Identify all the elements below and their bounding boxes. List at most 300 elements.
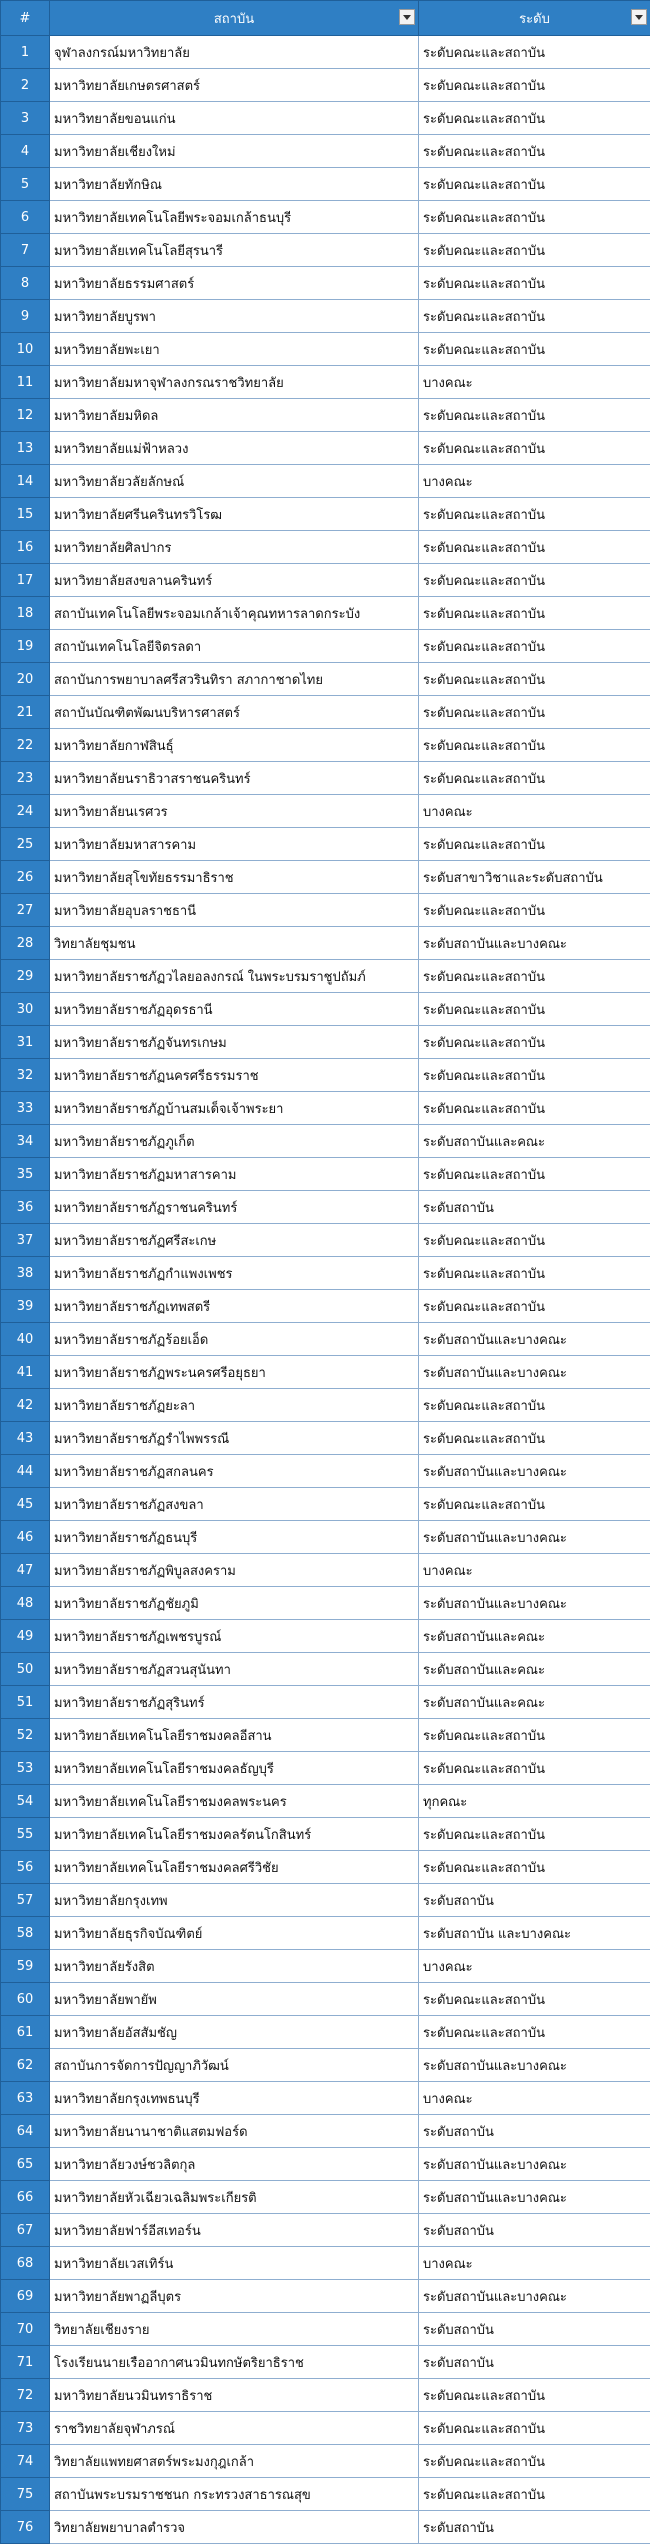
institution-cell[interactable]: มหาวิทยาลัยเทคโนโลยีพระจอมเกล้าธนบุรี — [50, 201, 419, 234]
table-row — [1, 1917, 650, 1950]
institution-cell[interactable]: จุฬาลงกรณ์มหาวิทยาลัย — [50, 36, 419, 69]
table-row — [1, 1818, 650, 1851]
institution-cell[interactable]: มหาวิทยาลัยขอนแก่น — [50, 102, 419, 135]
table-row — [1, 1125, 650, 1158]
level-cell[interactable]: ระดับคณะและสถาบัน — [419, 597, 650, 630]
level-cell[interactable]: ระดับคณะและสถาบัน — [419, 1059, 650, 1092]
table-row — [1, 2016, 650, 2049]
row-number: 12 — [1, 399, 50, 432]
institution-cell[interactable]: มหาวิทยาลัยพะเยา — [50, 333, 419, 366]
level-cell[interactable]: ระดับสาขาวิชาและระดับสถาบัน — [419, 861, 650, 894]
level-cell[interactable]: ระดับสถาบันและบางคณะ — [419, 1356, 650, 1389]
table-row — [1, 2082, 650, 2115]
table-row — [1, 564, 650, 597]
level-cell[interactable]: ระดับสถาบัน — [419, 2214, 650, 2247]
row-number: 7 — [1, 234, 50, 267]
header-institution-label: สถาบัน — [214, 12, 254, 27]
level-cell[interactable]: ระดับคณะและสถาบัน — [419, 2478, 650, 2511]
level-cell[interactable]: ระดับคณะและสถาบัน — [419, 1092, 650, 1125]
institution-cell[interactable]: มหาวิทยาลัยวงษ์ชวลิตกุล — [50, 2148, 419, 2181]
table-row — [1, 1884, 650, 1917]
level-cell[interactable]: ระดับคณะและสถาบัน — [419, 663, 650, 696]
row-number: 44 — [1, 1455, 50, 1488]
level-cell[interactable]: ระดับคณะและสถาบัน — [419, 1851, 650, 1884]
table-row — [1, 1521, 650, 1554]
institution-cell[interactable]: สถาบันการจัดการปัญญาภิวัฒน์ — [50, 2049, 419, 2082]
table-row — [1, 2049, 650, 2082]
institution-cell[interactable]: มหาวิทยาลัยราชภัฏอุดรธานี — [50, 993, 419, 1026]
row-number: 62 — [1, 2049, 50, 2082]
table-row — [1, 234, 650, 267]
level-cell[interactable]: ระดับคณะและสถาบัน — [419, 432, 650, 465]
level-cell[interactable]: ระดับคณะและสถาบัน — [419, 2379, 650, 2412]
institution-cell[interactable]: สถาบันบัณฑิตพัฒนบริหารศาสตร์ — [50, 696, 419, 729]
row-number: 18 — [1, 597, 50, 630]
level-cell[interactable]: บางคณะ — [419, 465, 650, 498]
row-number: 76 — [1, 2511, 50, 2544]
table-row — [1, 1620, 650, 1653]
table-row — [1, 696, 650, 729]
row-number: 31 — [1, 1026, 50, 1059]
level-cell[interactable]: ระดับคณะและสถาบัน — [419, 564, 650, 597]
table-row — [1, 1950, 650, 1983]
row-number: 38 — [1, 1257, 50, 1290]
level-cell[interactable]: ระดับคณะและสถาบัน — [419, 1257, 650, 1290]
level-cell[interactable]: ระดับคณะและสถาบัน — [419, 201, 650, 234]
header-level-label: ระดับ — [519, 12, 550, 27]
institution-cell[interactable]: มหาวิทยาลัยนราธิวาสราชนครินทร์ — [50, 762, 419, 795]
level-cell[interactable]: ระดับสถาบัน — [419, 2115, 650, 2148]
level-cell[interactable]: ระดับสถาบันและบางคณะ — [419, 2148, 650, 2181]
institution-cell[interactable]: มหาวิทยาลัยฟาร์อีสเทอร์น — [50, 2214, 419, 2247]
institution-cell[interactable]: มหาวิทยาลัยราชภัฏพิบูลสงคราม — [50, 1554, 419, 1587]
level-cell[interactable]: ระดับคณะและสถาบัน — [419, 696, 650, 729]
row-number: 1 — [1, 36, 50, 69]
institution-cell[interactable]: มหาวิทยาลัยราชภัฏบ้านสมเด็จเจ้าพระยา — [50, 1092, 419, 1125]
level-cell[interactable]: บางคณะ — [419, 795, 650, 828]
table-row — [1, 1488, 650, 1521]
institution-cell[interactable]: มหาวิทยาลัยทักษิณ — [50, 168, 419, 201]
table-row — [1, 36, 650, 69]
institution-cell[interactable]: ราชวิทยาลัยจุฬาภรณ์ — [50, 2412, 419, 2445]
row-number: 15 — [1, 498, 50, 531]
row-number: 35 — [1, 1158, 50, 1191]
row-number: 16 — [1, 531, 50, 564]
level-cell[interactable]: ระดับสถาบันและบางคณะ — [419, 2181, 650, 2214]
institution-cell[interactable]: มหาวิทยาลัยอัสสัมชัญ — [50, 2016, 419, 2049]
table-row — [1, 1587, 650, 1620]
table-row — [1, 828, 650, 861]
table-row — [1, 894, 650, 927]
table-row — [1, 2412, 650, 2445]
row-number: 4 — [1, 135, 50, 168]
level-cell[interactable]: ระดับคณะและสถาบัน — [419, 2445, 650, 2478]
table-row — [1, 531, 650, 564]
row-number: 46 — [1, 1521, 50, 1554]
row-number: 28 — [1, 927, 50, 960]
institution-cell[interactable]: มหาวิทยาลัยอุบลราชธานี — [50, 894, 419, 927]
row-number: 75 — [1, 2478, 50, 2511]
table-row — [1, 2511, 650, 2544]
row-number: 20 — [1, 663, 50, 696]
institution-cell[interactable]: มหาวิทยาลัยกาฬสินธุ์ — [50, 729, 419, 762]
level-cell[interactable]: ระดับสถาบันและบางคณะ — [419, 1323, 650, 1356]
level-cell[interactable]: ระดับคณะและสถาบัน — [419, 1290, 650, 1323]
level-cell[interactable]: ระดับคณะและสถาบัน — [419, 1224, 650, 1257]
institution-cell[interactable]: มหาวิทยาลัยมหิดล — [50, 399, 419, 432]
level-cell[interactable]: ระดับคณะและสถาบัน — [419, 1026, 650, 1059]
level-cell[interactable]: บางคณะ — [419, 2082, 650, 2115]
institution-cell[interactable]: มหาวิทยาลัยราชภัฏธนบุรี — [50, 1521, 419, 1554]
institution-cell[interactable]: วิทยาลัยพยาบาลตำรวจ — [50, 2511, 419, 2544]
institution-cell[interactable]: มหาวิทยาลัยมหาสารคาม — [50, 828, 419, 861]
row-number: 56 — [1, 1851, 50, 1884]
level-cell[interactable]: ระดับคณะและสถาบัน — [419, 234, 650, 267]
level-cell[interactable]: ระดับคณะและสถาบัน — [419, 1158, 650, 1191]
row-number: 40 — [1, 1323, 50, 1356]
row-number: 71 — [1, 2346, 50, 2379]
table-row — [1, 168, 650, 201]
table-row — [1, 1422, 650, 1455]
institution-cell[interactable]: มหาวิทยาลัยราชภัฏสกลนคร — [50, 1455, 419, 1488]
level-cell[interactable]: ระดับคณะและสถาบัน — [419, 828, 650, 861]
row-number: 68 — [1, 2247, 50, 2280]
table-row — [1, 1983, 650, 2016]
institution-cell[interactable]: สถาบันพระบรมราชชนก กระทรวงสาธารณสุข — [50, 2478, 419, 2511]
table-row — [1, 333, 650, 366]
level-cell[interactable]: ระดับคณะและสถาบัน — [419, 630, 650, 663]
level-cell[interactable]: ระดับสถาบันและบางคณะ — [419, 2280, 650, 2313]
level-cell[interactable]: ระดับคณะและสถาบัน — [419, 36, 650, 69]
table-row — [1, 1092, 650, 1125]
level-cell[interactable]: ระดับคณะและสถาบัน — [419, 399, 650, 432]
row-number: 21 — [1, 696, 50, 729]
institution-cell[interactable]: มหาวิทยาลัยราชภัฏสวนสุนันทา — [50, 1653, 419, 1686]
row-number: 49 — [1, 1620, 50, 1653]
level-cell[interactable]: ระดับคณะและสถาบัน — [419, 2016, 650, 2049]
table-row — [1, 1719, 650, 1752]
level-cell[interactable]: ระดับคณะและสถาบัน — [419, 69, 650, 102]
table-row — [1, 2478, 650, 2511]
level-cell[interactable]: ทุกคณะ — [419, 1785, 650, 1818]
institution-cell[interactable]: มหาวิทยาลัยเทคโนโลยีราชมงคลพระนคร — [50, 1785, 419, 1818]
row-number: 45 — [1, 1488, 50, 1521]
table-row — [1, 1290, 650, 1323]
institution-cell[interactable]: มหาวิทยาลัยเวสเทิร์น — [50, 2247, 419, 2280]
level-cell[interactable]: ระดับสถาบัน — [419, 2313, 650, 2346]
table-row — [1, 2346, 650, 2379]
table-row — [1, 465, 650, 498]
table-row — [1, 201, 650, 234]
row-number: 47 — [1, 1554, 50, 1587]
institution-cell[interactable]: มหาวิทยาลัยเทคโนโลยีราชมงคลธัญบุรี — [50, 1752, 419, 1785]
institution-cell[interactable]: มหาวิทยาลัยราชภัฏมหาสารคาม — [50, 1158, 419, 1191]
institution-cell[interactable]: มหาวิทยาลัยธรรมศาสตร์ — [50, 267, 419, 300]
level-cell[interactable]: บางคณะ — [419, 1950, 650, 1983]
level-cell[interactable]: ระดับคณะและสถาบัน — [419, 894, 650, 927]
row-number: 69 — [1, 2280, 50, 2313]
institution-cell[interactable]: วิทยาลัยเชียงราย — [50, 2313, 419, 2346]
institution-cell[interactable]: มหาวิทยาลัยบูรพา — [50, 300, 419, 333]
level-filter-dropdown-icon[interactable] — [631, 9, 647, 25]
level-cell[interactable]: ระดับคณะและสถาบัน — [419, 960, 650, 993]
row-number: 50 — [1, 1653, 50, 1686]
level-cell[interactable]: ระดับสถาบัน และบางคณะ — [419, 1917, 650, 1950]
row-number: 65 — [1, 2148, 50, 2181]
row-number: 5 — [1, 168, 50, 201]
row-number: 13 — [1, 432, 50, 465]
table-row — [1, 762, 650, 795]
institution-cell[interactable]: มหาวิทยาลัยเชียงใหม่ — [50, 135, 419, 168]
row-number: 42 — [1, 1389, 50, 1422]
table-row — [1, 1323, 650, 1356]
row-number: 51 — [1, 1686, 50, 1719]
institution-cell[interactable]: มหาวิทยาลัยศิลปากร — [50, 531, 419, 564]
header-level[interactable] — [419, 1, 650, 36]
institution-cell[interactable]: มหาวิทยาลัยราชภัฏจันทรเกษม — [50, 1026, 419, 1059]
row-number: 34 — [1, 1125, 50, 1158]
row-number: 41 — [1, 1356, 50, 1389]
level-cell[interactable]: ระดับสถาบันและคณะ — [419, 1653, 650, 1686]
row-number: 2 — [1, 69, 50, 102]
row-number: 70 — [1, 2313, 50, 2346]
level-cell[interactable]: บางคณะ — [419, 1554, 650, 1587]
level-cell[interactable]: ระดับคณะและสถาบัน — [419, 1752, 650, 1785]
institution-cell[interactable]: มหาวิทยาลัยศรีนครินทรวิโรฒ — [50, 498, 419, 531]
table-row — [1, 663, 650, 696]
institution-cell[interactable]: มหาวิทยาลัยเกษตรศาสตร์ — [50, 69, 419, 102]
row-number: 14 — [1, 465, 50, 498]
row-number: 11 — [1, 366, 50, 399]
header-row — [1, 1, 650, 36]
institution-cell[interactable]: มหาวิทยาลัยสุโขทัยธรรมาธิราช — [50, 861, 419, 894]
institution-cell[interactable]: มหาวิทยาลัยราชภัฏเพชรบูรณ์ — [50, 1620, 419, 1653]
table-row — [1, 729, 650, 762]
table-row — [1, 1785, 650, 1818]
institution-cell[interactable]: มหาวิทยาลัยราชภัฏวไลยอลงกรณ์ ในพระบรมราชูปถัมภ์ — [50, 960, 419, 993]
table-row — [1, 1653, 650, 1686]
institution-cell[interactable]: มหาวิทยาลัยราชภัฏพระนครศรีอยุธยา — [50, 1356, 419, 1389]
level-cell[interactable]: ระดับสถาบันและบางคณะ — [419, 1521, 650, 1554]
row-number: 29 — [1, 960, 50, 993]
institution-cell[interactable]: มหาวิทยาลัยราชภัฏสงขลา — [50, 1488, 419, 1521]
level-cell[interactable]: ระดับสถาบัน — [419, 2511, 650, 2544]
table-row — [1, 498, 650, 531]
institution-cell[interactable]: โรงเรียนนายเรืออากาศนวมินทกษัตริยาธิราช — [50, 2346, 419, 2379]
row-number: 36 — [1, 1191, 50, 1224]
institution-cell[interactable]: สถาบันเทคโนโลยีจิตรลดา — [50, 630, 419, 663]
institution-cell[interactable]: มหาวิทยาลัยธุรกิจบัณฑิตย์ — [50, 1917, 419, 1950]
row-number: 57 — [1, 1884, 50, 1917]
level-cell[interactable]: ระดับคณะและสถาบัน — [419, 993, 650, 1026]
level-cell[interactable]: ระดับคณะและสถาบัน — [419, 135, 650, 168]
table-row — [1, 1158, 650, 1191]
table-row — [1, 1257, 650, 1290]
row-number: 17 — [1, 564, 50, 597]
header-number: # — [1, 1, 50, 36]
level-cell[interactable]: ระดับคณะและสถาบัน — [419, 729, 650, 762]
institution-cell[interactable]: มหาวิทยาลัยราชภัฏราชนครินทร์ — [50, 1191, 419, 1224]
institution-filter-dropdown-icon[interactable] — [399, 9, 415, 25]
level-cell[interactable]: ระดับคณะและสถาบัน — [419, 498, 650, 531]
row-number: 63 — [1, 2082, 50, 2115]
level-cell[interactable]: ระดับสถาบัน — [419, 1191, 650, 1224]
row-number: 37 — [1, 1224, 50, 1257]
institution-cell[interactable]: สถาบันการพยาบาลศรีสวรินทิรา สภากาชาดไทย — [50, 663, 419, 696]
row-number: 9 — [1, 300, 50, 333]
institution-cell[interactable]: มหาวิทยาลัยราชภัฏรำไพพรรณี — [50, 1422, 419, 1455]
level-cell[interactable]: ระดับสถาบันและคณะ — [419, 1620, 650, 1653]
institution-cell[interactable]: มหาวิทยาลัยแม่ฟ้าหลวง — [50, 432, 419, 465]
institution-cell[interactable]: มหาวิทยาลัยเทคโนโลยีราชมงคลรัตนโกสินทร์ — [50, 1818, 419, 1851]
table-row — [1, 399, 650, 432]
row-number: 19 — [1, 630, 50, 663]
row-number: 3 — [1, 102, 50, 135]
table-row — [1, 1851, 650, 1884]
institution-cell[interactable]: มหาวิทยาลัยราชภัฏศรีสะเกษ — [50, 1224, 419, 1257]
institution-cell[interactable]: มหาวิทยาลัยวลัยลักษณ์ — [50, 465, 419, 498]
level-cell[interactable]: บางคณะ — [419, 366, 650, 399]
row-number: 22 — [1, 729, 50, 762]
table-row — [1, 1554, 650, 1587]
level-cell[interactable]: ระดับคณะและสถาบัน — [419, 531, 650, 564]
table-row — [1, 1686, 650, 1719]
row-number: 24 — [1, 795, 50, 828]
table-row — [1, 630, 650, 663]
table-row — [1, 1455, 650, 1488]
level-cell[interactable]: ระดับคณะและสถาบัน — [419, 1488, 650, 1521]
table-row — [1, 2214, 650, 2247]
institution-cell[interactable]: มหาวิทยาลัยราชภัฏเทพสตรี — [50, 1290, 419, 1323]
institution-cell[interactable]: มหาวิทยาลัยราชภัฏกำแพงเพชร — [50, 1257, 419, 1290]
table-row — [1, 366, 650, 399]
institution-cell[interactable]: สถาบันเทคโนโลยีพระจอมเกล้าเจ้าคุณทหารลาดกระบัง — [50, 597, 419, 630]
table-row — [1, 993, 650, 1026]
institution-cell[interactable]: มหาวิทยาลัยกรุงเทพธนบุรี — [50, 2082, 419, 2115]
institution-cell[interactable]: มหาวิทยาลัยนวมินทราธิราช — [50, 2379, 419, 2412]
row-number: 73 — [1, 2412, 50, 2445]
institution-cell[interactable]: มหาวิทยาลัยราชภัฏชัยภูมิ — [50, 1587, 419, 1620]
institution-cell[interactable]: มหาวิทยาลัยรังสิต — [50, 1950, 419, 1983]
table-row — [1, 1026, 650, 1059]
table-row — [1, 69, 650, 102]
level-cell[interactable]: ระดับคณะและสถาบัน — [419, 300, 650, 333]
institution-cell[interactable]: มหาวิทยาลัยราชภัฏภูเก็ต — [50, 1125, 419, 1158]
row-number: 58 — [1, 1917, 50, 1950]
table-row — [1, 2115, 650, 2148]
table-row — [1, 2313, 650, 2346]
level-cell[interactable]: ระดับคณะและสถาบัน — [419, 168, 650, 201]
level-cell[interactable]: ระดับคณะและสถาบัน — [419, 1983, 650, 2016]
institution-cell[interactable]: มหาวิทยาลัยนเรศวร — [50, 795, 419, 828]
institution-cell[interactable]: มหาวิทยาลัยนานาชาติแสตมฟอร์ด — [50, 2115, 419, 2148]
level-cell[interactable]: ระดับสถาบัน — [419, 1884, 650, 1917]
row-number: 72 — [1, 2379, 50, 2412]
level-cell[interactable]: ระดับสถาบันและบางคณะ — [419, 927, 650, 960]
table-body — [1, 36, 650, 2544]
institution-cell[interactable]: มหาวิทยาลัยพาฏลีบุตร — [50, 2280, 419, 2313]
row-number: 55 — [1, 1818, 50, 1851]
level-cell[interactable]: ระดับสถาบันและบางคณะ — [419, 2049, 650, 2082]
institution-cell[interactable]: มหาวิทยาลัยเทคโนโลยีสุรนารี — [50, 234, 419, 267]
row-number: 53 — [1, 1752, 50, 1785]
row-number: 43 — [1, 1422, 50, 1455]
institution-cell[interactable]: มหาวิทยาลัยราชภัฏยะลา — [50, 1389, 419, 1422]
row-number: 25 — [1, 828, 50, 861]
table-row — [1, 2445, 650, 2478]
institution-cell[interactable]: มหาวิทยาลัยเทคโนโลยีราชมงคลศรีวิชัย — [50, 1851, 419, 1884]
row-number: 39 — [1, 1290, 50, 1323]
row-number: 54 — [1, 1785, 50, 1818]
institution-cell[interactable]: มหาวิทยาลัยกรุงเทพ — [50, 1884, 419, 1917]
row-number: 32 — [1, 1059, 50, 1092]
institution-cell[interactable]: มหาวิทยาลัยเทคโนโลยีราชมงคลอีสาน — [50, 1719, 419, 1752]
table-row — [1, 102, 650, 135]
level-cell[interactable]: ระดับคณะและสถาบัน — [419, 1389, 650, 1422]
level-cell[interactable]: ระดับคณะและสถาบัน — [419, 2412, 650, 2445]
level-cell[interactable]: ระดับสถาบันและบางคณะ — [419, 1587, 650, 1620]
table-row — [1, 2181, 650, 2214]
institution-cell[interactable]: มหาวิทยาลัยพายัพ — [50, 1983, 419, 2016]
table-row — [1, 2280, 650, 2313]
table-row — [1, 432, 650, 465]
institution-cell[interactable]: มหาวิทยาลัยราชภัฏนครศรีธรรมราช — [50, 1059, 419, 1092]
row-number: 59 — [1, 1950, 50, 1983]
row-number: 52 — [1, 1719, 50, 1752]
level-cell[interactable]: ระดับคณะและสถาบัน — [419, 762, 650, 795]
level-cell[interactable]: ระดับคณะและสถาบัน — [419, 1422, 650, 1455]
institution-cell[interactable]: วิทยาลัยแพทยศาสตร์พระมงกุฎเกล้า — [50, 2445, 419, 2478]
table-row — [1, 300, 650, 333]
table-row — [1, 795, 650, 828]
institution-cell[interactable]: มหาวิทยาลัยราชภัฏร้อยเอ็ด — [50, 1323, 419, 1356]
level-cell[interactable]: บางคณะ — [419, 2247, 650, 2280]
level-cell[interactable]: ระดับสถาบันและบางคณะ — [419, 1455, 650, 1488]
table-row — [1, 1191, 650, 1224]
institution-cell[interactable]: มหาวิทยาลัยมหาจุฬาลงกรณราชวิทยาลัย — [50, 366, 419, 399]
level-cell[interactable]: ระดับสถาบัน — [419, 2346, 650, 2379]
row-number: 74 — [1, 2445, 50, 2478]
table-row — [1, 861, 650, 894]
institution-cell[interactable]: วิทยาลัยชุมชน — [50, 927, 419, 960]
row-number: 48 — [1, 1587, 50, 1620]
level-cell[interactable]: ระดับคณะและสถาบัน — [419, 267, 650, 300]
row-number: 64 — [1, 2115, 50, 2148]
level-cell[interactable]: ระดับคณะและสถาบัน — [419, 1818, 650, 1851]
level-cell[interactable]: ระดับสถาบันและคณะ — [419, 1125, 650, 1158]
row-number: 8 — [1, 267, 50, 300]
table-row — [1, 2379, 650, 2412]
row-number: 6 — [1, 201, 50, 234]
level-cell[interactable]: ระดับคณะและสถาบัน — [419, 102, 650, 135]
institution-cell[interactable]: มหาวิทยาลัยราชภัฏสุรินทร์ — [50, 1686, 419, 1719]
header-institution[interactable] — [50, 1, 419, 36]
level-cell[interactable]: ระดับคณะและสถาบัน — [419, 1719, 650, 1752]
level-cell[interactable]: ระดับคณะและสถาบัน — [419, 333, 650, 366]
institution-cell[interactable]: มหาวิทยาลัยหัวเฉียวเฉลิมพระเกียรติ — [50, 2181, 419, 2214]
table-row — [1, 267, 650, 300]
table-row — [1, 1059, 650, 1092]
table-row — [1, 1752, 650, 1785]
level-cell[interactable]: ระดับสถาบันและคณะ — [419, 1686, 650, 1719]
row-number: 33 — [1, 1092, 50, 1125]
institution-cell[interactable]: มหาวิทยาลัยสงขลานครินทร์ — [50, 564, 419, 597]
row-number: 67 — [1, 2214, 50, 2247]
row-number: 27 — [1, 894, 50, 927]
row-number: 10 — [1, 333, 50, 366]
table-row — [1, 2247, 650, 2280]
table-row — [1, 1389, 650, 1422]
